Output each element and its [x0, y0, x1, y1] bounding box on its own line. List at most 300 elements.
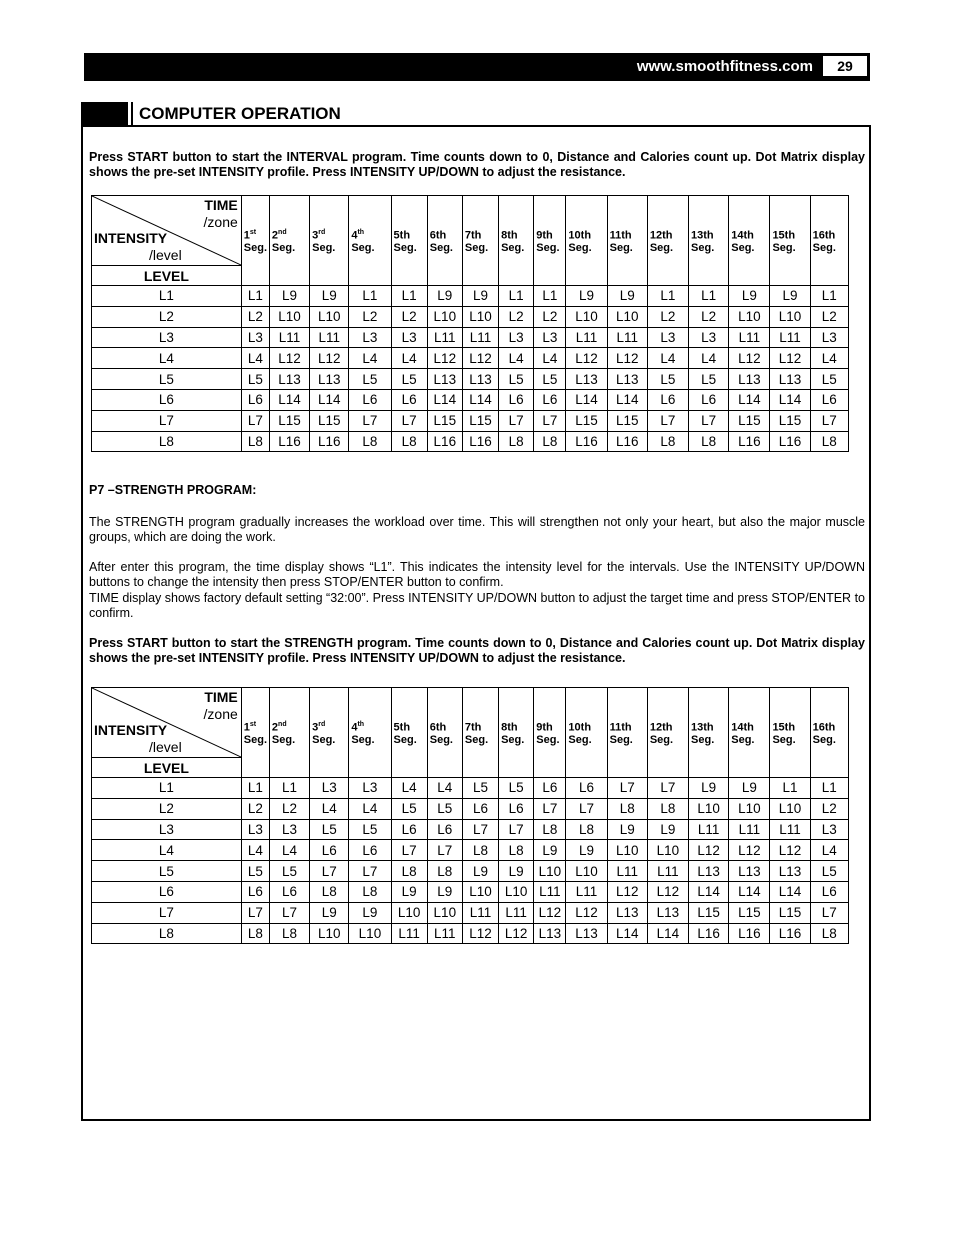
segment-intensity-cell: L9 — [729, 286, 770, 307]
table-row — [92, 348, 849, 369]
segment-intensity-cell: L13 — [462, 369, 498, 390]
interval-program-table — [91, 195, 849, 452]
segment-intensity-cell: L15 — [566, 410, 607, 431]
segment-number: 4 — [351, 229, 358, 242]
segment-intensity-cell: L10 — [310, 306, 349, 327]
segment-number: 1 — [243, 721, 250, 734]
segment-intensity-cell: L8 — [462, 840, 498, 861]
segment-intensity-cell: L7 — [566, 798, 607, 819]
segment-intensity-cell: L5 — [462, 778, 498, 799]
segment-intensity-cell: L7 — [810, 902, 848, 923]
segment-intensity-cell: L3 — [810, 327, 848, 348]
table-row — [92, 902, 849, 923]
segment-number: 2 — [271, 229, 279, 242]
segment-intensity-cell: L14 — [689, 881, 729, 902]
segment-intensity-cell: L12 — [269, 348, 309, 369]
segment-intensity-cell: L14 — [427, 389, 462, 410]
segment-intensity-cell: L15 — [269, 410, 309, 431]
segment-intensity-cell: L4 — [810, 840, 848, 861]
segment-intensity-cell: L9 — [647, 819, 688, 840]
segment-intensity-cell: L1 — [499, 286, 534, 307]
segment-intensity-cell: L7 — [310, 861, 349, 882]
segment-intensity-cell: L12 — [534, 902, 566, 923]
segment-intensity-cell: L9 — [566, 840, 607, 861]
segment-intensity-cell: L2 — [810, 798, 848, 819]
segment-intensity-cell: L10 — [647, 840, 688, 861]
segment-intensity-cell: L13 — [770, 861, 810, 882]
segment-intensity-cell: L7 — [241, 902, 269, 923]
level-unit-label: /level — [149, 739, 182, 755]
segment-intensity-cell: L12 — [462, 348, 498, 369]
segment-intensity-cell: L13 — [310, 369, 349, 390]
segment-intensity-cell: L2 — [647, 306, 688, 327]
segment-intensity-cell: L10 — [689, 798, 729, 819]
segment-intensity-cell: L16 — [770, 923, 810, 944]
segment-intensity-cell: L13 — [729, 861, 770, 882]
segment-intensity-cell: L4 — [241, 348, 269, 369]
segment-header — [349, 196, 391, 286]
segment-label: Seg. — [691, 242, 715, 255]
segment-intensity-cell: L5 — [391, 369, 427, 390]
segment-intensity-cell: L7 — [241, 410, 269, 431]
section-marker-block — [81, 102, 128, 126]
segment-intensity-cell: L12 — [427, 348, 462, 369]
segment-intensity-cell: L8 — [391, 431, 427, 452]
level-column-header: LEVEL — [92, 266, 242, 286]
segment-intensity-cell: L6 — [349, 389, 391, 410]
level-unit-label: /level — [149, 247, 182, 263]
row-level-label: L2 — [92, 798, 242, 819]
segment-intensity-cell: L4 — [241, 840, 269, 861]
row-level-label: L8 — [92, 431, 242, 452]
segment-intensity-cell: L9 — [770, 286, 810, 307]
segment-intensity-cell: L10 — [566, 861, 607, 882]
segment-label: Seg. — [609, 734, 633, 747]
segment-intensity-cell: L5 — [269, 861, 309, 882]
segment-header — [462, 196, 498, 286]
segment-intensity-cell: L6 — [391, 389, 427, 410]
segment-header — [499, 688, 534, 778]
segment-intensity-cell: L8 — [269, 923, 309, 944]
segment-intensity-cell: L11 — [462, 902, 498, 923]
segment-intensity-cell: L10 — [391, 902, 427, 923]
segment-intensity-cell: L11 — [427, 923, 462, 944]
segment-label: Seg. — [351, 242, 375, 255]
table-row — [92, 369, 849, 390]
segment-intensity-cell: L10 — [607, 306, 647, 327]
row-level-label: L5 — [92, 369, 242, 390]
row-level-label: L8 — [92, 923, 242, 944]
segment-intensity-cell: L6 — [349, 840, 391, 861]
segment-intensity-cell: L9 — [269, 286, 309, 307]
segment-intensity-cell: L9 — [689, 778, 729, 799]
segment-intensity-cell: L5 — [647, 369, 688, 390]
segment-intensity-cell: L9 — [310, 902, 349, 923]
segment-number: 15th — [772, 721, 796, 734]
zone-label: /zone — [203, 706, 238, 722]
segment-intensity-cell: L6 — [427, 819, 462, 840]
segment-intensity-cell: L4 — [310, 798, 349, 819]
segment-intensity-cell: L16 — [566, 431, 607, 452]
segment-intensity-cell: L16 — [729, 431, 770, 452]
segment-intensity-cell: L15 — [607, 410, 647, 431]
segment-intensity-cell: L4 — [647, 348, 688, 369]
strength-heading: P7 –STRENGTH PROGRAM: — [89, 483, 257, 497]
segment-number: 2 — [271, 721, 279, 734]
row-level-label: L1 — [92, 778, 242, 799]
segment-number: 4 — [351, 721, 358, 734]
segment-intensity-cell: L16 — [729, 923, 770, 944]
segment-intensity-cell: L7 — [427, 840, 462, 861]
table-row — [92, 286, 849, 307]
segment-number: 7th — [464, 721, 482, 734]
segment-intensity-cell: L4 — [391, 778, 427, 799]
segment-number: 10th — [568, 229, 592, 242]
segment-intensity-cell: L2 — [810, 306, 848, 327]
segment-intensity-cell: L3 — [349, 327, 391, 348]
row-level-label: L3 — [92, 327, 242, 348]
segment-label: Seg. — [501, 734, 525, 747]
segment-label: Seg. — [501, 242, 525, 255]
row-level-label: L6 — [92, 389, 242, 410]
segment-intensity-cell: L5 — [499, 778, 534, 799]
segment-intensity-cell: L7 — [349, 861, 391, 882]
segment-intensity-cell: L7 — [391, 410, 427, 431]
segment-number: 5th — [393, 229, 411, 242]
segment-intensity-cell: L9 — [462, 286, 498, 307]
segment-intensity-cell: L8 — [391, 861, 427, 882]
segment-intensity-cell: L3 — [810, 819, 848, 840]
segment-header — [241, 688, 269, 778]
segment-ordinal: rd — [318, 228, 326, 236]
segment-intensity-cell: L10 — [269, 306, 309, 327]
segment-intensity-cell: L2 — [241, 306, 269, 327]
segment-intensity-cell: L13 — [770, 369, 810, 390]
row-level-label: L1 — [92, 286, 242, 307]
segment-intensity-cell: L8 — [241, 923, 269, 944]
segment-intensity-cell: L14 — [729, 881, 770, 902]
segment-label: Seg. — [772, 734, 796, 747]
segment-intensity-cell: L10 — [427, 306, 462, 327]
segment-intensity-cell: L9 — [607, 819, 647, 840]
segment-intensity-cell: L2 — [391, 306, 427, 327]
segment-label: Seg. — [271, 734, 296, 747]
segment-intensity-cell: L8 — [647, 798, 688, 819]
segment-header — [810, 688, 848, 778]
table-row — [92, 410, 849, 431]
segment-header — [391, 196, 427, 286]
segment-intensity-cell: L8 — [349, 431, 391, 452]
segment-intensity-cell: L12 — [566, 348, 607, 369]
segment-intensity-cell: L13 — [607, 902, 647, 923]
segment-intensity-cell: L10 — [462, 881, 498, 902]
segment-label: Seg. — [429, 242, 453, 255]
segment-intensity-cell: L12 — [729, 840, 770, 861]
segment-intensity-cell: L8 — [810, 923, 848, 944]
segment-intensity-cell: L11 — [607, 327, 647, 348]
segment-label: Seg. — [464, 734, 489, 747]
segment-header — [427, 196, 462, 286]
segment-intensity-cell: L11 — [566, 881, 607, 902]
segment-intensity-cell: L2 — [269, 798, 309, 819]
segment-intensity-cell: L11 — [770, 327, 810, 348]
segment-intensity-cell: L4 — [810, 348, 848, 369]
segment-ordinal: rd — [318, 720, 326, 728]
strength-time-setup: TIME display shows factory default setting “32:00”. Press INTENSITY UP/DOWN button to adjust the target time and press STOP/ENTER to confirm. — [89, 591, 865, 620]
segment-intensity-cell: L15 — [689, 902, 729, 923]
segment-header — [241, 196, 269, 286]
segment-intensity-cell: L5 — [499, 369, 534, 390]
segment-number: 11th — [609, 721, 632, 734]
segment-intensity-cell: L5 — [427, 798, 462, 819]
segment-intensity-cell: L3 — [269, 819, 309, 840]
segment-intensity-cell: L7 — [647, 410, 688, 431]
segment-intensity-cell: L11 — [647, 861, 688, 882]
segment-intensity-cell: L10 — [310, 923, 349, 944]
segment-label: Seg. — [464, 242, 489, 255]
segment-intensity-cell: L14 — [607, 923, 647, 944]
segment-number: 14th — [731, 229, 754, 242]
segment-header — [647, 688, 688, 778]
segment-intensity-cell: L13 — [689, 861, 729, 882]
section-title: COMPUTER OPERATION — [131, 102, 439, 126]
segment-intensity-cell: L13 — [729, 369, 770, 390]
segment-intensity-cell: L15 — [770, 410, 810, 431]
segment-label: Seg. — [536, 242, 560, 255]
segment-number: 10th — [568, 721, 592, 734]
segment-intensity-cell: L10 — [349, 923, 391, 944]
segment-intensity-cell: L11 — [770, 819, 810, 840]
segment-intensity-cell: L3 — [310, 778, 349, 799]
segment-number: 9th — [536, 721, 553, 734]
segment-intensity-cell: L7 — [499, 410, 534, 431]
row-level-label: L5 — [92, 861, 242, 882]
segment-ordinal: th — [357, 720, 365, 728]
segment-label: Seg. — [772, 242, 796, 255]
segment-intensity-cell: L9 — [349, 902, 391, 923]
segment-intensity-cell: L2 — [349, 306, 391, 327]
segment-intensity-cell: L7 — [391, 840, 427, 861]
segment-label: Seg. — [691, 734, 715, 747]
segment-intensity-cell: L8 — [689, 431, 729, 452]
level-column-header: LEVEL — [92, 758, 242, 778]
segment-intensity-cell: L9 — [566, 286, 607, 307]
segment-header — [462, 688, 498, 778]
segment-intensity-cell: L11 — [689, 819, 729, 840]
segment-label: Seg. — [312, 242, 336, 255]
segment-number: 6th — [429, 229, 447, 242]
segment-intensity-cell: L16 — [427, 431, 462, 452]
segment-intensity-cell: L12 — [499, 923, 534, 944]
segment-intensity-cell: L7 — [607, 778, 647, 799]
table-row — [92, 819, 849, 840]
segment-header — [534, 196, 566, 286]
segment-intensity-cell: L16 — [689, 923, 729, 944]
segment-intensity-cell: L11 — [729, 819, 770, 840]
segment-intensity-cell: L4 — [349, 798, 391, 819]
segment-intensity-cell: L10 — [729, 306, 770, 327]
segment-intensity-cell: L11 — [499, 902, 534, 923]
segment-intensity-cell: L10 — [607, 840, 647, 861]
segment-number: 11th — [609, 229, 632, 242]
segment-number: 3 — [312, 721, 319, 734]
segment-intensity-cell: L15 — [729, 410, 770, 431]
table-row — [92, 881, 849, 902]
segment-intensity-cell: L4 — [427, 778, 462, 799]
segment-header — [729, 196, 770, 286]
segment-intensity-cell: L7 — [499, 819, 534, 840]
segment-number: 1 — [243, 229, 250, 242]
segment-intensity-cell: L1 — [810, 286, 848, 307]
segment-intensity-cell: L12 — [310, 348, 349, 369]
segment-number: 16th — [812, 229, 836, 242]
segment-intensity-cell: L11 — [269, 327, 309, 348]
segment-intensity-cell: L6 — [647, 389, 688, 410]
segment-header — [607, 196, 647, 286]
segment-intensity-cell: L1 — [391, 286, 427, 307]
segment-header — [310, 688, 349, 778]
segment-header — [427, 688, 462, 778]
segment-intensity-cell: L12 — [607, 348, 647, 369]
segment-intensity-cell: L8 — [566, 819, 607, 840]
segment-intensity-cell: L14 — [770, 881, 810, 902]
segment-ordinal: nd — [278, 720, 287, 728]
segment-intensity-cell: L5 — [310, 819, 349, 840]
table-row — [92, 778, 849, 799]
segment-intensity-cell: L14 — [607, 389, 647, 410]
segment-header — [607, 688, 647, 778]
segment-intensity-cell: L8 — [534, 431, 566, 452]
segment-intensity-cell: L10 — [499, 881, 534, 902]
segment-intensity-cell: L12 — [566, 902, 607, 923]
segment-intensity-cell: L10 — [770, 798, 810, 819]
segment-number: 3 — [312, 229, 319, 242]
row-level-label: L7 — [92, 410, 242, 431]
segment-intensity-cell: L11 — [462, 327, 498, 348]
segment-intensity-cell: L13 — [566, 369, 607, 390]
segment-intensity-cell: L6 — [499, 389, 534, 410]
segment-header — [269, 196, 309, 286]
segment-intensity-cell: L15 — [770, 902, 810, 923]
segment-intensity-cell: L7 — [534, 410, 566, 431]
segment-intensity-cell: L7 — [349, 410, 391, 431]
segment-number: 14th — [731, 721, 754, 734]
segment-intensity-cell: L3 — [534, 327, 566, 348]
segment-intensity-cell: L11 — [607, 861, 647, 882]
segment-intensity-cell: L1 — [349, 286, 391, 307]
segment-intensity-cell: L6 — [391, 819, 427, 840]
segment-number: 16th — [812, 721, 836, 734]
segment-intensity-cell: L6 — [534, 778, 566, 799]
segment-number: 5th — [393, 721, 411, 734]
segment-ordinal: nd — [278, 228, 287, 236]
segment-number: 13th — [691, 721, 714, 734]
segment-intensity-cell: L5 — [689, 369, 729, 390]
strength-instructions: Press START button to start the STRENGTH program. Time counts down to 0, Distance and Calories count up. Dot Matrix display shows the pre-set INTENSITY profile. Press INTENSITY UP/DOWN to adjust the resistance. — [89, 636, 865, 665]
segment-intensity-cell: L4 — [349, 348, 391, 369]
segment-header — [534, 688, 566, 778]
row-level-label: L3 — [92, 819, 242, 840]
segment-intensity-cell: L14 — [462, 389, 498, 410]
segment-intensity-cell: L4 — [534, 348, 566, 369]
segment-label: Seg. — [536, 734, 560, 747]
segment-intensity-cell: L10 — [729, 798, 770, 819]
segment-intensity-cell: L5 — [241, 369, 269, 390]
segment-number: 8th — [501, 721, 518, 734]
segment-label: Seg. — [812, 242, 836, 255]
segment-intensity-cell: L8 — [310, 881, 349, 902]
segment-number: 12th — [649, 229, 673, 242]
segment-intensity-cell: L8 — [534, 819, 566, 840]
segment-intensity-cell: L9 — [310, 286, 349, 307]
segment-intensity-cell: L11 — [391, 923, 427, 944]
segment-label: Seg. — [393, 242, 417, 255]
segment-intensity-cell: L10 — [566, 306, 607, 327]
segment-intensity-cell: L12 — [729, 348, 770, 369]
segment-header — [349, 688, 391, 778]
segment-label: Seg. — [731, 734, 755, 747]
zone-label: /zone — [203, 214, 238, 230]
table-row — [92, 840, 849, 861]
segment-intensity-cell: L14 — [729, 389, 770, 410]
segment-intensity-cell: L13 — [427, 369, 462, 390]
segment-intensity-cell: L6 — [499, 798, 534, 819]
segment-intensity-cell: L14 — [269, 389, 309, 410]
segment-intensity-cell: L9 — [499, 861, 534, 882]
segment-intensity-cell: L7 — [647, 778, 688, 799]
strength-program-table — [91, 687, 849, 944]
segment-intensity-cell: L5 — [349, 369, 391, 390]
segment-intensity-cell: L6 — [241, 389, 269, 410]
segment-number: 12th — [649, 721, 673, 734]
segment-intensity-cell: L14 — [647, 923, 688, 944]
segment-intensity-cell: L1 — [647, 286, 688, 307]
intensity-label: INTENSITY — [94, 722, 168, 738]
table-row — [92, 923, 849, 944]
segment-intensity-cell: L16 — [310, 431, 349, 452]
segment-intensity-cell: L3 — [647, 327, 688, 348]
segment-number: 9th — [536, 229, 553, 242]
segment-ordinal: th — [357, 228, 365, 236]
row-level-label: L6 — [92, 881, 242, 902]
segment-number: 7th — [464, 229, 482, 242]
segment-intensity-cell: L15 — [729, 902, 770, 923]
segment-intensity-cell: L5 — [391, 798, 427, 819]
segment-intensity-cell: L15 — [462, 410, 498, 431]
segment-label: Seg. — [649, 242, 674, 255]
row-level-label: L4 — [92, 840, 242, 861]
table-row — [92, 798, 849, 819]
segment-intensity-cell: L5 — [349, 819, 391, 840]
segment-header — [269, 688, 309, 778]
table-corner-header — [92, 688, 242, 758]
segment-header — [770, 688, 810, 778]
segment-intensity-cell: L7 — [689, 410, 729, 431]
segment-intensity-cell: L13 — [647, 902, 688, 923]
segment-intensity-cell: L14 — [310, 389, 349, 410]
segment-intensity-cell: L16 — [269, 431, 309, 452]
segment-intensity-cell: L11 — [534, 881, 566, 902]
segment-intensity-cell: L10 — [534, 861, 566, 882]
segment-intensity-cell: L8 — [499, 840, 534, 861]
segment-label: Seg. — [568, 242, 592, 255]
segment-intensity-cell: L9 — [607, 286, 647, 307]
segment-header — [810, 196, 848, 286]
segment-header — [729, 688, 770, 778]
segment-intensity-cell: L6 — [534, 389, 566, 410]
segment-intensity-cell: L10 — [427, 902, 462, 923]
segment-label: Seg. — [812, 734, 836, 747]
